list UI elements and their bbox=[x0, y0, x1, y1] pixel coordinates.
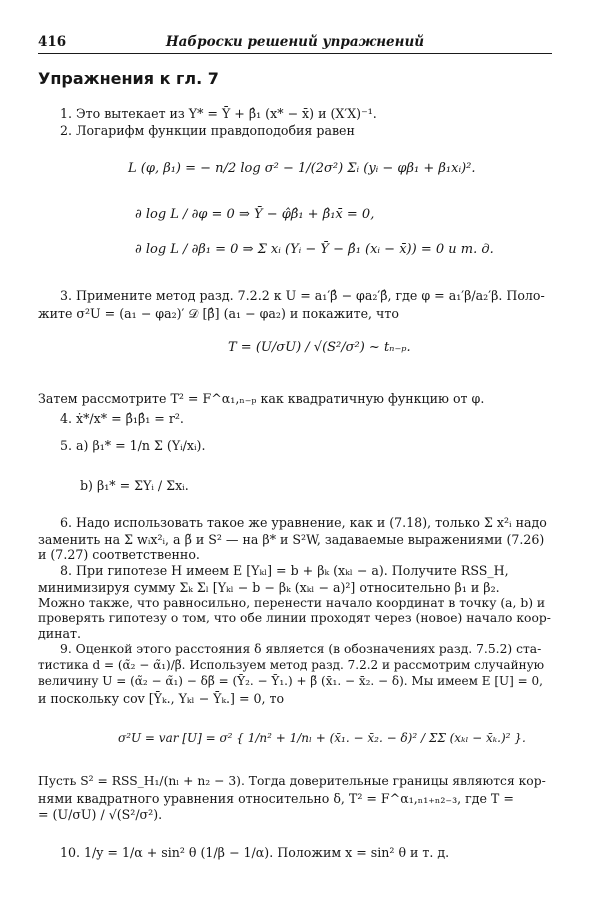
equation-variance: σ²U = var [U] = σ² { 1/n² + 1/nₗ + (x̄₁. − x̄₂. − δ)² / ΣΣ (xₖₗ − x̄ₖ.)² }. bbox=[118, 731, 526, 745]
exercise-10: 10. 1/y = 1/α + sin² θ (1/β − 1/α). Положим x = sin² θ и т. д. bbox=[60, 845, 450, 860]
exercise-5b: b) β₁* = ΣYᵢ / Σxᵢ. bbox=[80, 478, 189, 493]
header-rule bbox=[38, 53, 552, 54]
exercise-9-line-7: = (U/σU) / √(S²/σ²). bbox=[38, 807, 163, 822]
exercise-5a: 5. a) β₁* = 1/n Σ (Yᵢ/xᵢ). bbox=[60, 438, 206, 453]
exercise-2: 2. Логарифм функции правдоподобия равен bbox=[60, 123, 355, 138]
exercise-9-line-5: Пусть S² = RSS_H₁/(nₗ + n₂ − 3). Тогда доверительные границы являются кор- bbox=[38, 774, 546, 788]
running-header bbox=[38, 34, 552, 52]
exercise-8-line-3: Можно также, что равносильно, перенести начало координат в точку (a, b) и bbox=[38, 596, 546, 610]
equation-dbeta: ∂ log L / ∂β₁ = 0 ⇒ Σ xᵢ (Yᵢ − Ȳ − β̂₁ (xᵢ − x̄)) = 0 и т. д. bbox=[135, 242, 494, 257]
equation-dphi: ∂ log L / ∂φ = 0 ⇒ Ȳ − φ̂β̂₁ + β̂₁x̄ = 0, bbox=[135, 207, 375, 222]
exercise-9-line-4: и поскольку cov [Ȳₖ., Yₖₗ − Ȳₖ.] = 0, то bbox=[38, 691, 285, 706]
exercise-6-line-2: заменить на Σ wᵢx²ᵢ, а β̃ и S² — на β* и S²W, задаваемые выражениями (7.26) bbox=[38, 532, 545, 547]
exercise-9-line-6: нями квадратного уравнения относительно δ, T² = F^α₁,ₙ₁₊ₙ₂₋₃, где T = bbox=[38, 791, 514, 806]
exercise-3-line-1: 3. Примените метод разд. 7.2.2 к U = a₁′β̂ − φa₂′β̂, где φ = a₁′β/a₂′β. Поло- bbox=[60, 288, 545, 303]
running-title: Наброски решений упражнений bbox=[165, 34, 425, 50]
exercise-3-line-2: жите σ²U = (a₁ − φa₂)′ 𝒟 [β̂] (a₁ − φa₂) и покажите, что bbox=[38, 306, 399, 321]
exercise-3-line-3: Затем рассмотрите T² = F^α₁,ₙ₋ₚ как квадратичную функцию от φ. bbox=[38, 391, 485, 406]
exercise-9-line-3: величину U = (α̃₂ − α̃₁) − δβ̃ = (Ȳ₂. − Ȳ₁.) + β̃ (x̄₁. − x̄₂. − δ). Мы имеем E [U] = 0, bbox=[38, 674, 543, 688]
exercise-8-line-5: динат. bbox=[38, 626, 82, 641]
exercise-8-line-2: минимизируя сумму Σₖ Σₗ [Yₖₗ − b − βₖ (xₖₗ − a)²] относительно β₁ и β₂. bbox=[38, 580, 500, 595]
equation-loglik: L (φ, β₁) = − n/2 log σ² − 1/(2σ²) Σᵢ (yᵢ − φβ₁ + β₁xᵢ)². bbox=[128, 161, 476, 176]
exercise-9-line-2: тистика d = (α̃₂ − α̃₁)/β̃. Используем метод разд. 7.2.2 и рассмотрим случайную bbox=[38, 658, 545, 672]
page-number: 416 bbox=[38, 34, 67, 50]
exercise-8-line-1: 8. При гипотезе H имеем E [Yₖₗ] = b + βₖ (xₖₗ − a). Получите RSS_H, bbox=[60, 563, 509, 578]
chapter-title: Упражнения к гл. 7 bbox=[38, 69, 219, 88]
exercise-9-line-1: 9. Оценкой этого расстояния δ является (в обозначениях разд. 7.5.2) ста- bbox=[60, 642, 542, 656]
equation-t-stat: T = (U/σU) / √(S²/σ²) ~ tₙ₋ₚ. bbox=[228, 340, 411, 355]
exercise-6-line-3: и (7.27) соответственно. bbox=[38, 547, 200, 562]
exercise-1: 1. Это вытекает из Y* = Ȳ + β̂₁ (x* − x̄) и (X′X)⁻¹. bbox=[60, 106, 377, 121]
exercise-6-line-1: 6. Надо использовать такое же уравнение, как и (7.18), только Σ x²ᵢ надо bbox=[60, 515, 547, 530]
exercise-4: 4. ẋ*/x* = β̂₁β̂₁ = r². bbox=[60, 411, 184, 426]
exercise-8-line-4: проверять гипотезу о том, что обе линии проходят через (новое) начало коор- bbox=[38, 611, 551, 625]
